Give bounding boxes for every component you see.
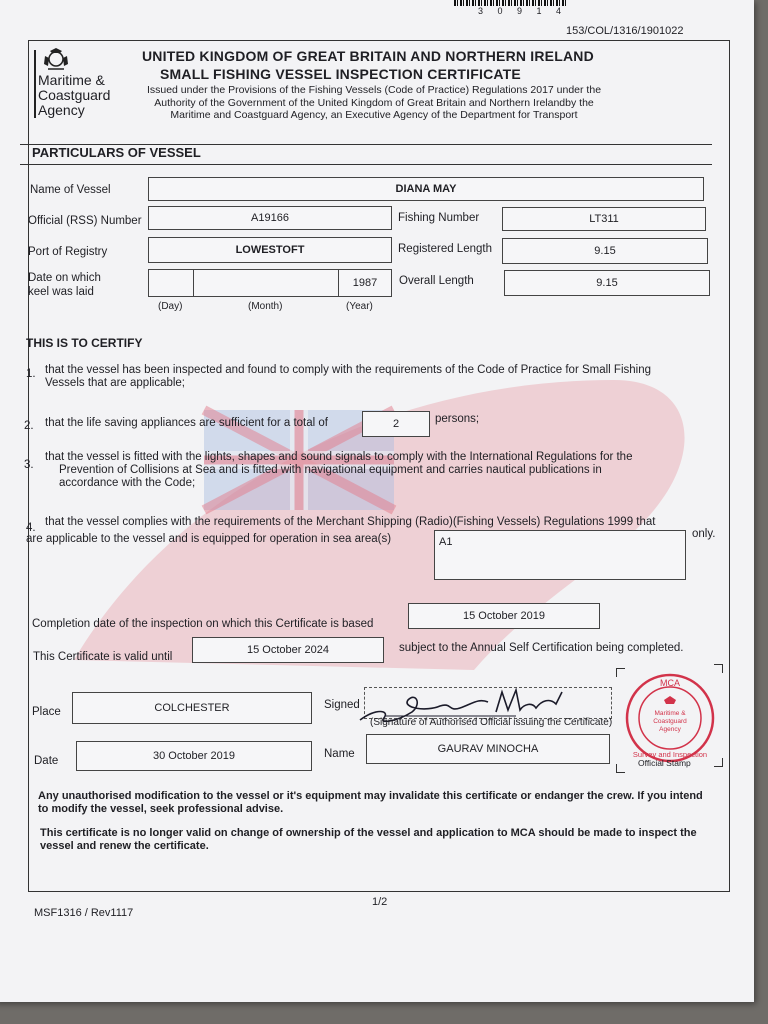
svg-text:Agency: Agency xyxy=(659,726,681,733)
barcode-number: 3 0 9 1 4 xyxy=(478,6,568,16)
signature-caption: (Signature of Authorised Official issuing the Certificate) xyxy=(370,717,613,728)
registered-length-field: 9.15 xyxy=(502,238,708,264)
keel-day-field xyxy=(148,269,194,297)
royal-crest-icon xyxy=(42,48,70,72)
port-of-registry-field: LOWESTOFT xyxy=(148,237,392,263)
item-2-text: that the life saving appliances are sufficient for a total of xyxy=(45,417,328,429)
place-label: Place xyxy=(32,706,61,718)
item-3-number: 3. xyxy=(24,459,34,471)
title-line-1: UNITED KINGDOM OF GREAT BRITAIN AND NORTHERN IRELAND xyxy=(142,48,594,64)
vessel-name-field: DIANA MAY xyxy=(148,177,704,201)
fishing-number-field: LT311 xyxy=(502,207,706,231)
completion-date-field: 15 October 2019 xyxy=(408,603,600,629)
rss-number-field: A19166 xyxy=(148,206,392,230)
keel-year-field: 1987 xyxy=(338,269,392,297)
official-name-field: GAURAV MINOCHA xyxy=(366,734,610,764)
fishing-number-label: Fishing Number xyxy=(398,212,480,224)
item-3-text: that the vessel is fitted with the lights, shapes and sound signals to comply with the International Regulations for the Prevention of Collisions at Sea and is fitted with navigational equipment and carries nautical publications in accordance with the Code; xyxy=(45,451,633,489)
section-divider xyxy=(20,164,712,165)
overall-length-label: Overall Length xyxy=(399,275,474,287)
logo-divider xyxy=(34,50,36,118)
keel-month-field xyxy=(193,269,339,297)
agency-logo-text: Maritime & Coastguard Agency xyxy=(38,72,111,118)
valid-until-field: 15 October 2024 xyxy=(192,637,384,663)
year-caption: (Year) xyxy=(346,301,373,312)
date-field: 30 October 2019 xyxy=(76,741,312,771)
item-2-number: 2. xyxy=(24,420,34,432)
modification-warning: Any unauthorised modification to the vessel or it's equipment may invalidate this certificate or endanger the crew. If you intend to modify the vessel, seek professional advise. xyxy=(38,790,703,815)
keel-date-label: Date on which keel was laid xyxy=(28,272,101,298)
item-4-number: 4. xyxy=(26,522,36,534)
item-2-suffix: persons; xyxy=(435,413,480,425)
month-caption: (Month) xyxy=(248,301,283,312)
official-stamp xyxy=(624,672,716,764)
persons-count-field: 2 xyxy=(362,411,430,437)
registered-length-label: Registered Length xyxy=(398,243,492,255)
vessel-name-label: Name of Vessel xyxy=(30,184,111,196)
item-4-line-1: that the vessel complies with the requirements of the Merchant Shipping (Radio)(Fishing Vessels) Regulations 1999 that xyxy=(45,516,656,528)
name-label: Name xyxy=(324,748,355,760)
completion-date-label: Completion date of the inspection on which this Certificate is based xyxy=(32,618,374,630)
issuing-authority-text: Issued under the Provisions of the Fishing Vessels (Code of Practice) Regulations 2017 under the Authority of the Government of the United Kingdom of Great Britain and Northern Irelandby the Maritime and Coastguard Agency, an Executive Agency of the Department for Transport xyxy=(146,84,602,121)
signed-label: Signed xyxy=(324,699,360,711)
valid-until-suffix: subject to the Annual Self Certification being completed. xyxy=(399,642,684,654)
item-4-suffix: only. xyxy=(692,528,716,540)
port-of-registry-label: Port of Registry xyxy=(28,246,108,258)
rss-number-label: Official (RSS) Number xyxy=(28,215,142,227)
stamp-caption: Official Stamp xyxy=(638,758,691,768)
stamp-corner-bl xyxy=(616,764,625,773)
place-field: COLCHESTER xyxy=(72,692,312,724)
day-caption: (Day) xyxy=(158,301,183,312)
section-title: PARTICULARS OF VESSEL xyxy=(32,145,201,160)
form-code: MSF1316 / Rev1117 xyxy=(34,907,134,919)
title-line-2: SMALL FISHING VESSEL INSPECTION CERTIFICATE xyxy=(160,66,521,82)
svg-text:Coastguard: Coastguard xyxy=(653,718,687,725)
item-4-line-2: are applicable to the vessel and is equipped for operation in sea area(s) xyxy=(26,533,392,545)
item-1-number: 1. xyxy=(26,368,36,380)
certify-heading: THIS IS TO CERTIFY xyxy=(26,336,143,350)
svg-text:Maritime &: Maritime & xyxy=(654,710,686,717)
valid-until-label: This Certificate is valid until xyxy=(33,651,173,663)
page-number: 1/2 xyxy=(372,896,388,908)
ownership-warning: This certificate is no longer valid on change of ownership of the vessel and application to MCA should be made to inspect the vessel and renew the certificate. xyxy=(40,827,697,852)
overall-length-field: 9.15 xyxy=(504,270,710,296)
svg-text:MCA: MCA xyxy=(660,678,680,688)
item-1-text: that the vessel has been inspected and found to comply with the requirements of the Code of Practice for Small Fishing Vessels that are applicable; xyxy=(45,364,652,389)
sea-area-field: A1 xyxy=(434,530,686,580)
svg-text:Survey and Inspection: Survey and Inspection xyxy=(632,750,708,759)
certificate-number: 153/COL/1316/1901022 xyxy=(566,25,684,37)
date-label: Date xyxy=(34,755,59,767)
